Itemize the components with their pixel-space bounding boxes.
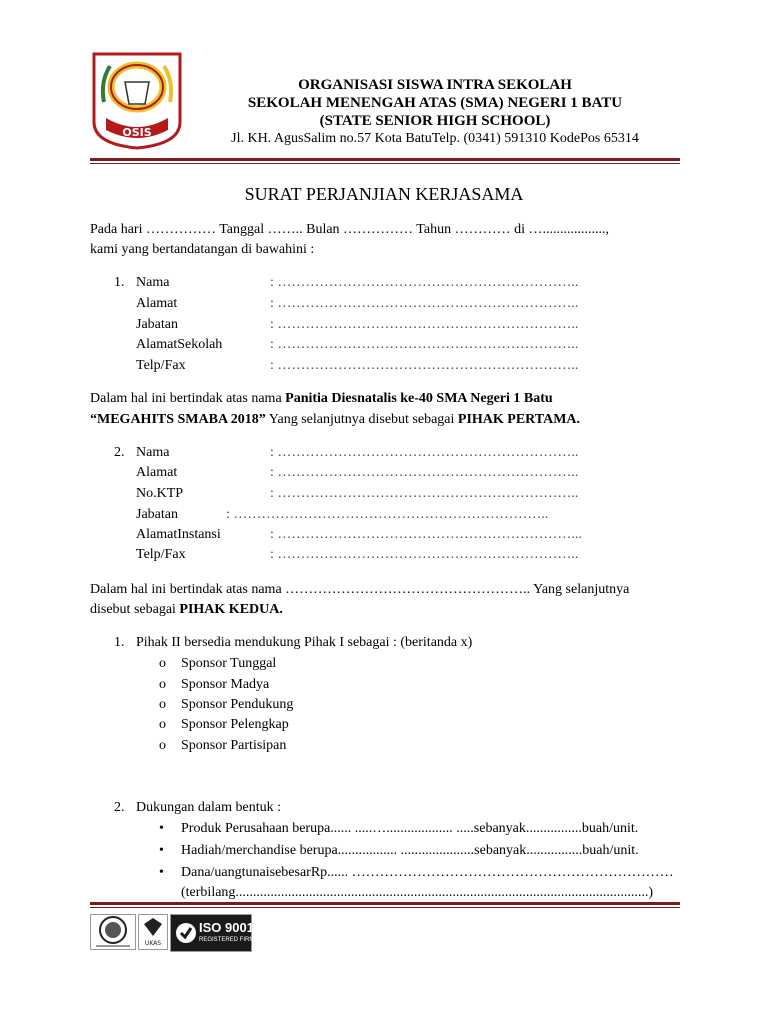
option-sponsor-pelengkap: Sponsor Pelengkap [181, 717, 289, 732]
support-item-merchandise: Hadiah/merchandise berupa................. .....................sebanyak................buah/unit. [181, 843, 639, 858]
party2-value-nama: : ……………………………………………………….. [270, 445, 579, 460]
point1-number: 1. [114, 635, 125, 650]
party1-label-alamat: Alamat [136, 296, 178, 311]
party1-committee-name: Panitia Diesnatalis ke-40 SMA Negeri 1 Batu [285, 391, 553, 406]
party2-value-jabatan: : ………………………………………………………….. [226, 507, 549, 522]
ukas-badge [138, 914, 168, 950]
pihak-kedua-label: PIHAK KEDUA. [179, 602, 283, 617]
school-address: Jl. KH. AgusSalim no.57 Kota BatuTelp. (0341) 591310 KodePos 65314 [231, 131, 639, 146]
party1-label-alamat-sekolah: AlamatSekolah [136, 337, 223, 352]
support-bullet: • [159, 865, 164, 880]
party2-value-alamat: : ……………………………………………………….. [270, 465, 579, 480]
org-name: ORGANISASI SISWA INTRA SEKOLAH [298, 77, 572, 93]
party1-number: 1. [114, 275, 125, 290]
footer-rule-thin [90, 907, 680, 908]
iso-sublabel: REGISTERED FIRM [199, 937, 255, 943]
header-rule-thin [90, 163, 680, 164]
party2-statement-prefix: disebut sebagai [90, 602, 180, 617]
option-bullet: o [159, 656, 166, 671]
party1-statement-line-2 [90, 411, 580, 429]
party2-label-alamat: Alamat [136, 465, 178, 480]
pihak-pertama-label: PIHAK PERTAMA. [457, 412, 581, 427]
option-sponsor-partisipan: Sponsor Partisipan [181, 738, 287, 753]
party2-label-nama: Nama [136, 445, 170, 460]
party2-label-alamat-instansi: AlamatInstansi [136, 527, 221, 542]
option-bullet: o [159, 697, 166, 712]
option-sponsor-madya: Sponsor Madya [181, 677, 270, 692]
party1-label-telp: Telp/Fax [136, 358, 186, 373]
option-sponsor-tunggal: Sponsor Tunggal [181, 656, 277, 671]
party2-number: 2. [114, 445, 125, 460]
party2-value-telp: : ……………………………………………………….. [270, 547, 579, 562]
school-logo [92, 52, 182, 150]
footer-rule-thick [90, 902, 680, 905]
point1-text: Pihak II bersedia mendukung Pihak I sebagai : (beritanda x) [136, 635, 473, 650]
party1-label-jabatan: Jabatan [136, 317, 178, 332]
option-bullet: o [159, 677, 166, 692]
party2-statement-line-1: Dalam hal ini bertindak atas nama …………………………………………….. Yang selanjutnya [90, 582, 630, 597]
point2-text: Dukungan dalam bentuk : [136, 800, 282, 815]
party2-value-ktp: : ……………………………………………………….. [270, 486, 579, 501]
intro-line-1: Pada hari …………… Tanggal …….. Bulan …………… Tahun ………… di ….................., [90, 222, 609, 237]
party2-label-telp: Telp/Fax [136, 547, 186, 562]
point2-number: 2. [114, 800, 125, 815]
party1-value-nama: : ……………………………………………………….. [270, 275, 579, 290]
school-english-name: (STATE SENIOR HIGH SCHOOL) [319, 113, 551, 129]
certification-seal-icon [90, 914, 136, 950]
option-bullet: o [159, 738, 166, 753]
party1-statement-line-1 [90, 390, 553, 408]
party2-value-alamat-instansi: : ………………………………………………………... [270, 527, 582, 542]
support-bullet: • [159, 821, 164, 836]
intro-line-2: kami yang bertandatangan di bawahini : [90, 242, 315, 257]
party1-value-jabatan: : ……………………………………………………….. [270, 317, 579, 332]
party1-value-alamat: : ……………………………………………………….. [270, 296, 579, 311]
option-sponsor-pendukung: Sponsor Pendukung [181, 697, 294, 712]
support-item-cash: Dana/uangtunaisebesarRp...... …………………………………………………………… [181, 865, 674, 880]
iso-label: ISO 9001 [199, 920, 254, 935]
header-rule-thick [90, 158, 680, 161]
option-bullet: o [159, 717, 166, 732]
party2-label-ktp: No.KTP [136, 486, 184, 501]
party2-statement-line-2 [90, 601, 283, 619]
party1-value-telp: : ……………………………………………………….. [270, 358, 579, 373]
party1-label-nama: Nama [136, 275, 170, 290]
support-item-product: Produk Perusahaan berupa...... .....…................... .....sebanyak................buah/unit. [181, 821, 639, 836]
ukas-text: UKAS [144, 940, 162, 947]
party1-value-alamat-sekolah: : ……………………………………………………….. [270, 337, 579, 352]
party1-statement-middle: Yang selanjutnya disebut sebagai [265, 412, 458, 427]
support-item-cash-continuation: (terbilang......................................................................................................................) [181, 885, 654, 900]
event-name: “MEGAHITS SMABA 2018” [90, 412, 266, 427]
party1-statement-prefix: Dalam hal ini bertindak atas nama [90, 391, 286, 406]
school-name: SEKOLAH MENENGAH ATAS (SMA) NEGERI 1 BATU [247, 95, 623, 111]
document-title: SURAT PERJANJIAN KERJASAMA [244, 184, 524, 204]
party2-label-jabatan: Jabatan [136, 507, 178, 522]
support-bullet: • [159, 843, 164, 858]
logo-text: OSIS [122, 126, 152, 139]
iso-check-icon [175, 921, 197, 945]
iso-9001-badge [170, 914, 255, 952]
